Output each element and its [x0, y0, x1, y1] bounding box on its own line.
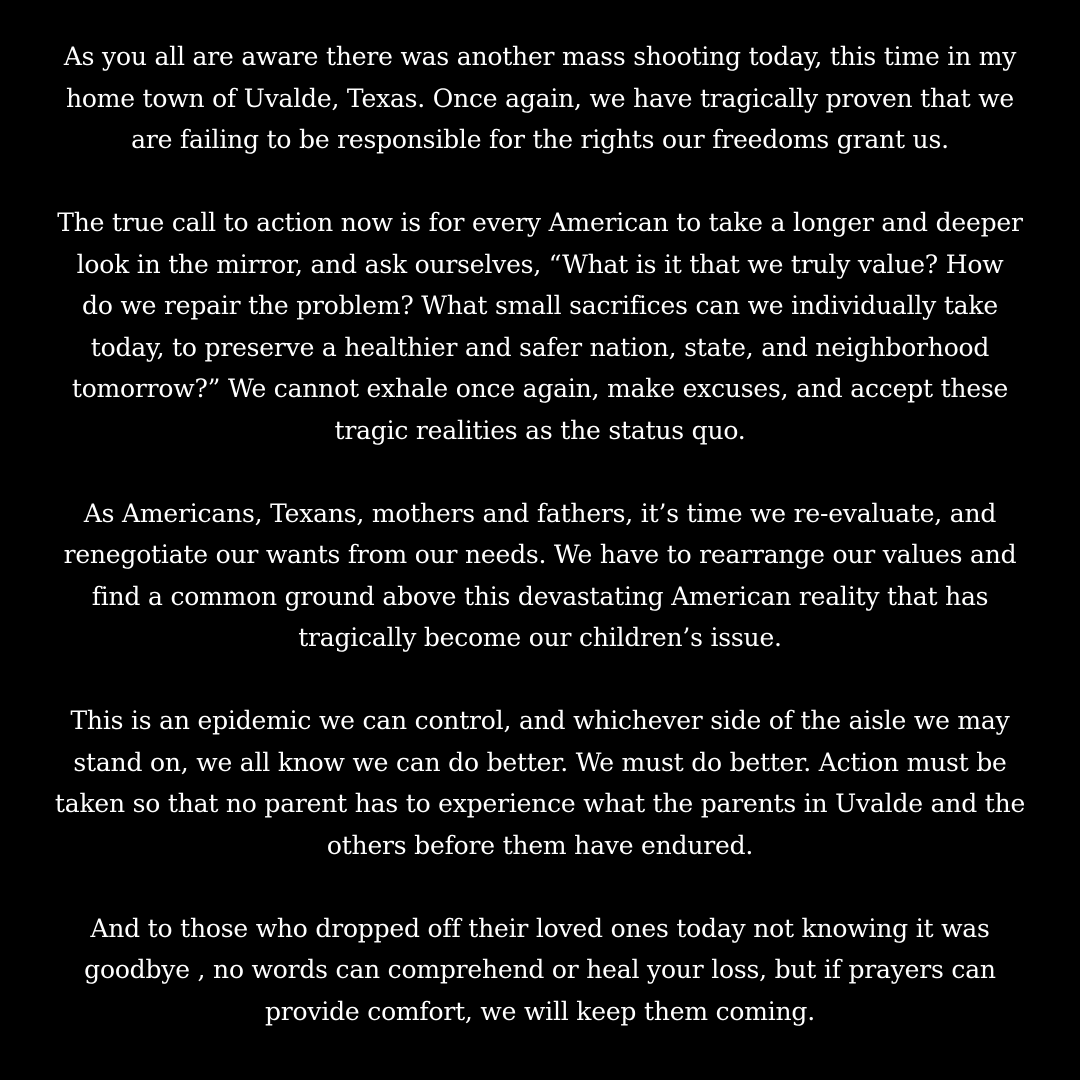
paragraph-line: stand on, we all know we can do better. We must do better. Action must be [73, 747, 1007, 777]
paragraph-line: home town of Uvalde, Texas. Once again, we have tragically proven that we [65, 83, 1015, 113]
paragraph-line: find a common ground above this devastating American reality that has [91, 581, 989, 611]
paragraph-line: As you all are aware there was another mass shooting today, this time in my [63, 42, 1017, 71]
paragraph-5 [40, 908, 1040, 1033]
paragraph-line: tragic realities as the status quo. [334, 415, 746, 445]
paragraph-line: As Americans, Texans, mothers and fathers, it’s time we re-evaluate, and [83, 498, 997, 528]
paragraph-line: tomorrow?” We cannot exhale once again, make excuses, and accept these [71, 374, 1009, 403]
paragraph-line: The true call to action now is for every American to take a longer and deeper [57, 208, 1023, 237]
paragraph-line: And to those who dropped off their loved ones today not knowing it was [90, 913, 990, 943]
paragraph-line: taken so that no parent has to experience what the parents in Uvalde and the [54, 789, 1026, 818]
paragraph-4 [40, 700, 1040, 866]
paragraph-line: look in the mirror, and ask ourselves, “What is it that we truly value? How [76, 249, 1004, 279]
paragraph-line: This is an epidemic we can control, and whichever side of the aisle we may [70, 706, 1010, 735]
paragraph-2 [40, 202, 1040, 451]
paragraph-line: today, to preserve a healthier and safer nation, state, and neighborhood [90, 332, 990, 362]
paragraph-1 [40, 36, 1040, 161]
paragraph-line: others before them have endured. [326, 830, 754, 860]
paragraph-line: provide comfort, we will keep them coming. [265, 996, 815, 1026]
paragraph-line: goodbye , no words can comprehend or heal your loss, but if prayers can [84, 955, 996, 984]
statement-text [40, 36, 1040, 1032]
paragraph-line: are failing to be responsible for the rights our freedoms grant us. [131, 125, 949, 154]
paragraph-line: tragically become our children’s issue. [298, 623, 782, 652]
paragraph-3 [40, 493, 1040, 659]
paragraph-line: do we repair the problem? What small sacrifices can we individually take [82, 291, 998, 320]
paragraph-line: renegotiate our wants from our needs. We have to rearrange our values and [63, 540, 1017, 569]
